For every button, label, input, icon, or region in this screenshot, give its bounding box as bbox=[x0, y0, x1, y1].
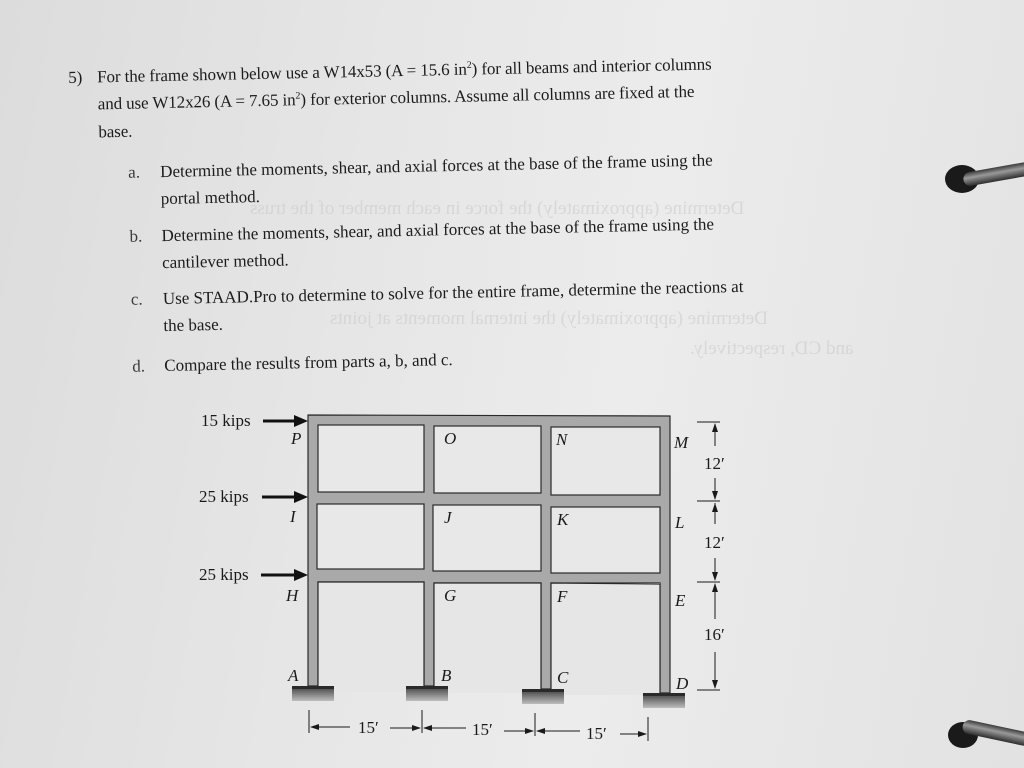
svg-text:B: B bbox=[441, 666, 452, 685]
bleed-through-text: Determine (approximately) the internal moments at joints bbox=[330, 308, 768, 329]
svg-text:A: A bbox=[288, 666, 299, 685]
svg-text:12′: 12′ bbox=[704, 533, 725, 552]
svg-text:O: O bbox=[444, 429, 457, 448]
frame-members bbox=[308, 415, 670, 695]
svg-text:N: N bbox=[556, 430, 568, 449]
bleed-through-text: Determine (approximately) the force in each member of the truss bbox=[250, 198, 745, 219]
part-letter: b. bbox=[129, 226, 143, 246]
part-text: Compare the results from parts a, b, and c. bbox=[164, 350, 453, 376]
part-text: Determine the moments, shear, and axial forces at the base of the frame using the bbox=[159, 150, 713, 182]
statement-line-1: For the frame shown below use a W14x53 (A = 15.6 $in^2$) for all beams and interior columns bbox=[96, 54, 712, 87]
load-label: 25 kips bbox=[199, 487, 249, 506]
svg-text:P: P bbox=[291, 429, 302, 448]
svg-text:15′: 15′ bbox=[586, 724, 607, 743]
svg-text:12′: 12′ bbox=[704, 454, 725, 473]
part-letter: d. bbox=[132, 356, 146, 376]
part-letter: a. bbox=[127, 162, 141, 182]
part-text: portal method. bbox=[160, 187, 261, 209]
bleed-through-text: and CD, respectively. bbox=[690, 338, 854, 359]
problem-number: 5) bbox=[68, 67, 83, 87]
part-text: Determine the moments, shear, and axial forces at the base of the frame using the bbox=[161, 214, 715, 246]
svg-text:15′: 15′ bbox=[472, 720, 493, 739]
svg-text:H: H bbox=[286, 586, 299, 605]
story-height-dimensions bbox=[697, 422, 725, 690]
arrow-right-icon bbox=[294, 569, 308, 581]
part-letter: c. bbox=[130, 289, 143, 309]
svg-text:L: L bbox=[675, 513, 685, 532]
svg-text:J: J bbox=[444, 508, 452, 527]
load-label: 25 kips bbox=[199, 565, 249, 584]
arrow-right-icon bbox=[294, 415, 308, 427]
load-label: 15 kips bbox=[201, 411, 251, 430]
svg-text:I: I bbox=[290, 507, 296, 526]
svg-text:16′: 16′ bbox=[704, 625, 725, 644]
svg-text:E: E bbox=[675, 591, 686, 610]
part-text: the base. bbox=[163, 314, 224, 336]
svg-text:G: G bbox=[444, 586, 457, 605]
svg-text:D: D bbox=[676, 674, 689, 693]
svg-text:M: M bbox=[674, 433, 689, 452]
part-text: cantilever method. bbox=[161, 250, 289, 273]
bay-width-dimensions bbox=[309, 710, 648, 743]
svg-text:15′: 15′ bbox=[358, 718, 379, 737]
part-text: Use STAAD.Pro to determine to solve for the entire frame, determine the reactions at bbox=[162, 276, 744, 309]
svg-text:C: C bbox=[557, 668, 569, 687]
statement-line-2: and use W12x26 (A = 7.65 $in^2$) for exterior columns. Assume all columns are fixed at the bbox=[97, 81, 695, 114]
svg-text:F: F bbox=[557, 587, 568, 606]
statement-line-3: base. bbox=[98, 121, 133, 142]
arrow-right-icon bbox=[294, 491, 308, 503]
svg-text:K: K bbox=[557, 510, 569, 529]
